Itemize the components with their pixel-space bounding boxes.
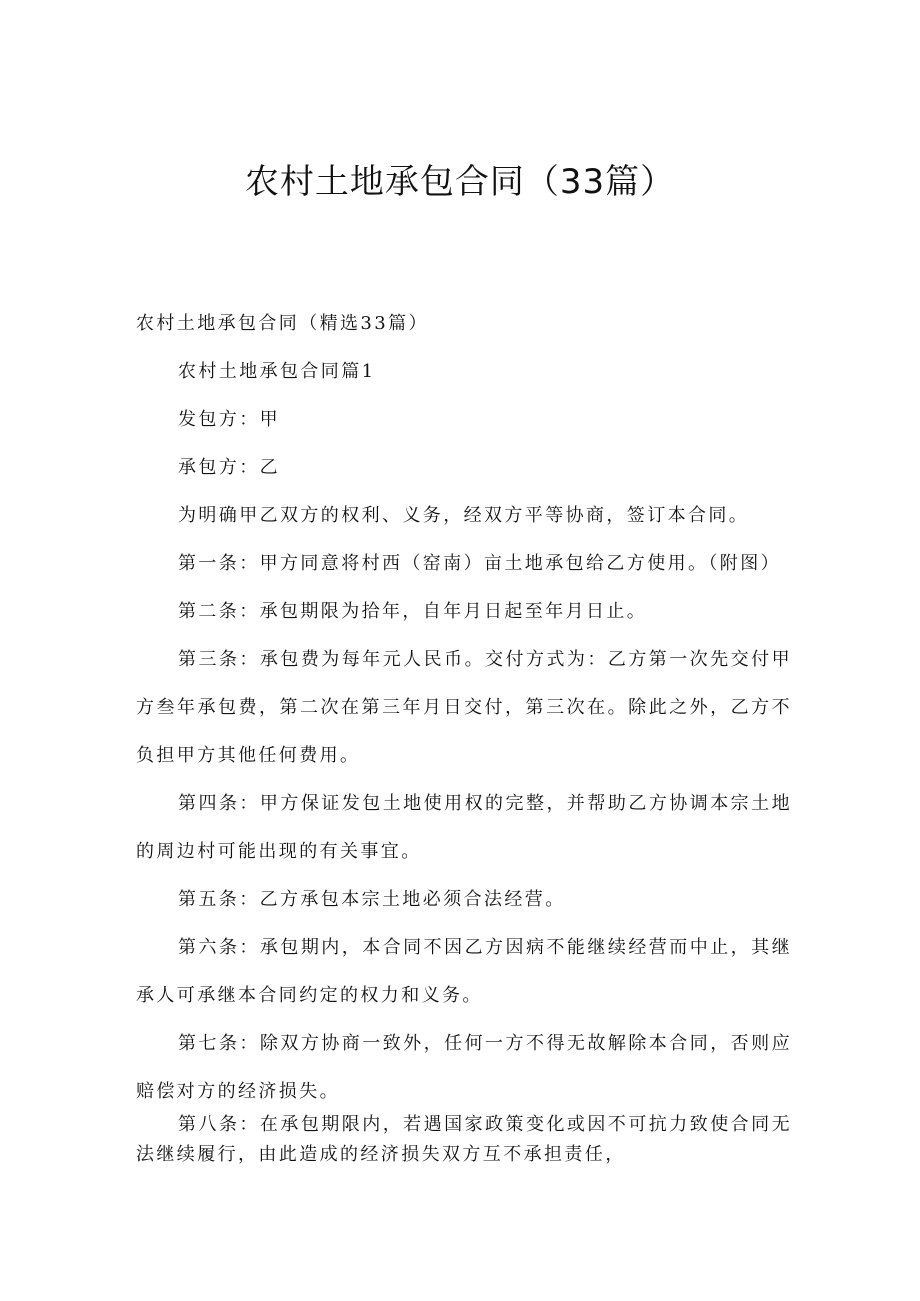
paragraph-article-4: 第四条：甲方保证发包土地使用权的完整，并帮助乙方协调本宗土地的周边村可能出现的有关事宜。 [136,793,792,862]
document-title: 农村土地承包合同（33篇） [244,162,676,202]
paragraph-article-3: 第三条：承包费为每年元人民币。交付方式为：乙方第一次先交付甲方叁年承包费，第二次在第三年月日交付，第三次在。除此之外，乙方不负担甲方其他任何费用。 [136,649,792,766]
paragraph-article-2: 第二条：承包期限为拾年，自年月日起至年月日止。 [178,601,648,622]
paragraph-article-6: 第六条：承包期内，本合同不因乙方因病不能继续经营而中止，其继承人可承继本合同约定的权力和义务。 [136,937,792,1006]
paragraph-contracting-party: 发包方：甲 [178,409,280,430]
document-subtitle: 农村土地承包合同（精选33篇） [136,313,429,334]
paragraph-article-7: 第七条：除双方协商一致外，任何一方不得无故解除本合同，否则应赔偿对方的经济损失。 [136,1033,792,1102]
paragraph-article-5: 第五条：乙方承包本宗土地必须合法经营。 [178,889,566,910]
paragraph-article-8: 第八条：在承包期限内，若遇国家政策变化或因不可抗力致使合同无法继续履行，由此造成的经济损失双方互不承担责任， [136,1114,792,1165]
section-heading: 农村土地承包合同篇1 [178,361,376,382]
paragraph-contractor: 承包方：乙 [178,457,280,478]
paragraph-article-1: 第一条：甲方同意将村西（窑南）亩土地承包给乙方使用。（附图） [178,553,781,574]
paragraph-preamble: 为明确甲乙双方的权利、义务，经双方平等协商，签订本合同。 [178,505,750,526]
